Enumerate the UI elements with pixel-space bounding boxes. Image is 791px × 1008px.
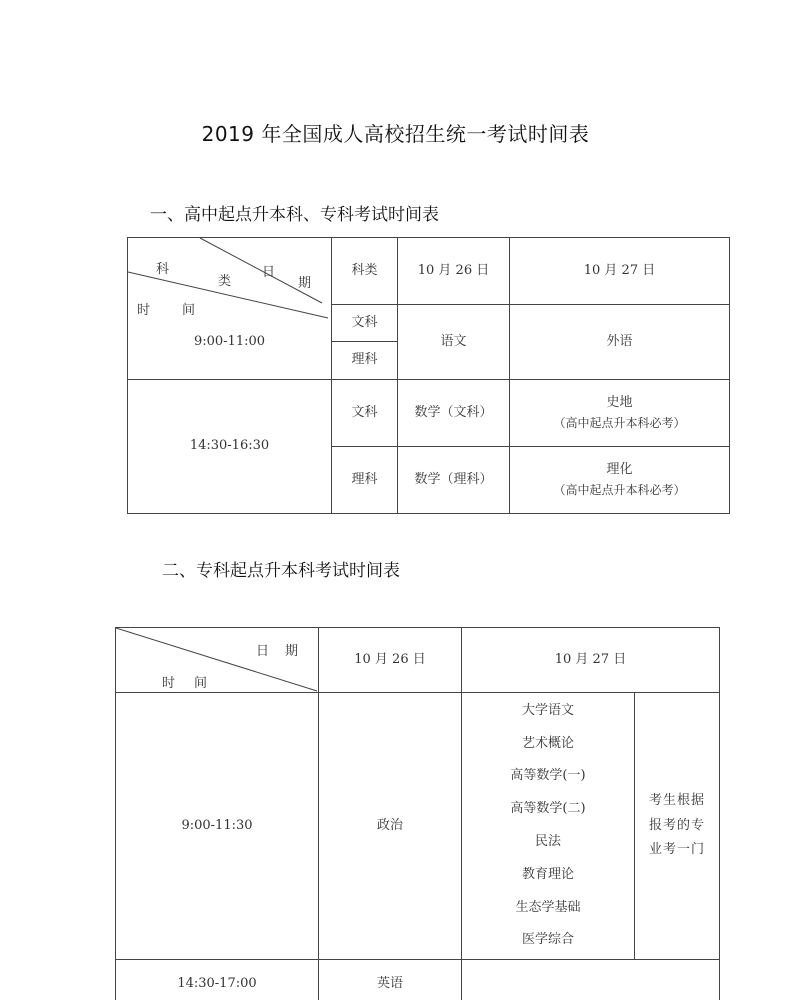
subject-item: 民法 xyxy=(534,834,561,849)
table1-col-day2: 10 月 27 日 xyxy=(583,262,656,278)
subject-item: 高等数学(二) xyxy=(510,801,586,817)
table1-diag-shi: 时 xyxy=(137,303,151,318)
section2-heading: 二、专科起点升本科考试时间表 xyxy=(162,561,400,581)
table2-row1-time: 9:00-11:30 xyxy=(181,817,253,833)
note-line: 报考的专 xyxy=(648,817,705,833)
table1-col-day1: 10 月 26 日 xyxy=(417,262,490,278)
table2-col-day1: 10 月 26 日 xyxy=(354,651,426,667)
table1-row2-like-day2 xyxy=(510,447,729,513)
table1-diag-ri: 日 xyxy=(262,265,276,280)
subject-item: 艺术概论 xyxy=(521,735,574,751)
table1-diag-jian: 间 xyxy=(182,303,196,318)
like-day2-subject: 理化 xyxy=(606,462,633,477)
subject-item: 高等数学(一) xyxy=(510,768,586,784)
wenke-day2-note: （高中起点升本科必考） xyxy=(553,415,686,430)
table1-row2-wenke: 文科 xyxy=(351,404,378,420)
table1-row1-day1: 语文 xyxy=(440,333,467,349)
wenke-day2-subject: 史地 xyxy=(606,395,633,410)
table1-row1-time: 9:00-11:00 xyxy=(193,333,266,349)
table2-diag-line xyxy=(116,628,317,691)
subject-item: 教育理论 xyxy=(521,866,574,882)
table2-diag-qi: 期 xyxy=(285,644,299,659)
table1-diag-lei: 类 xyxy=(218,274,232,289)
table1-diag-ke: 科 xyxy=(156,262,170,277)
table1-row2-like: 理科 xyxy=(351,471,378,487)
table1-row1-like: 理科 xyxy=(351,352,378,368)
note-line: 业考一门 xyxy=(648,842,705,858)
table2-diag-ri: 日 xyxy=(256,644,270,659)
table1-col-kelei: 科类 xyxy=(351,262,378,278)
table1-row1-wenke: 文科 xyxy=(351,314,378,330)
table1-row2-like-day1: 数学（理科） xyxy=(414,471,493,487)
table2-row1-subjects xyxy=(462,693,634,959)
table2-row2-time: 14:30-17:00 xyxy=(177,975,257,991)
table2-col-day2: 10 月 27 日 xyxy=(554,651,627,667)
subject-item: 医学综合 xyxy=(521,932,574,948)
table2-row1-note xyxy=(635,693,719,959)
like-day2-note: （高中起点升本科必考） xyxy=(553,482,686,497)
subject-item: 生态学基础 xyxy=(515,899,581,915)
section1-heading: 一、高中起点升本科、专科考试时间表 xyxy=(150,205,439,225)
note-line: 考生根据 xyxy=(648,792,705,808)
table1-diag-qi: 期 xyxy=(298,276,312,291)
table2-diag-jian: 间 xyxy=(194,676,208,691)
table2-diag-shi: 时 xyxy=(162,676,176,691)
table1-row2-time: 14:30-16:30 xyxy=(189,438,270,454)
table1-row1-day2: 外语 xyxy=(606,333,633,349)
page-title: 2019 年全国成人高校招生统一考试时间表 xyxy=(201,122,590,146)
table2-row1-day1: 政治 xyxy=(376,817,403,833)
table2-row2-day1: 英语 xyxy=(376,975,403,991)
subject-item: 大学语文 xyxy=(521,702,574,718)
table1-row2-wenke-day2 xyxy=(510,380,729,446)
table1-row2-wenke-day1: 数学（文科） xyxy=(414,404,493,420)
